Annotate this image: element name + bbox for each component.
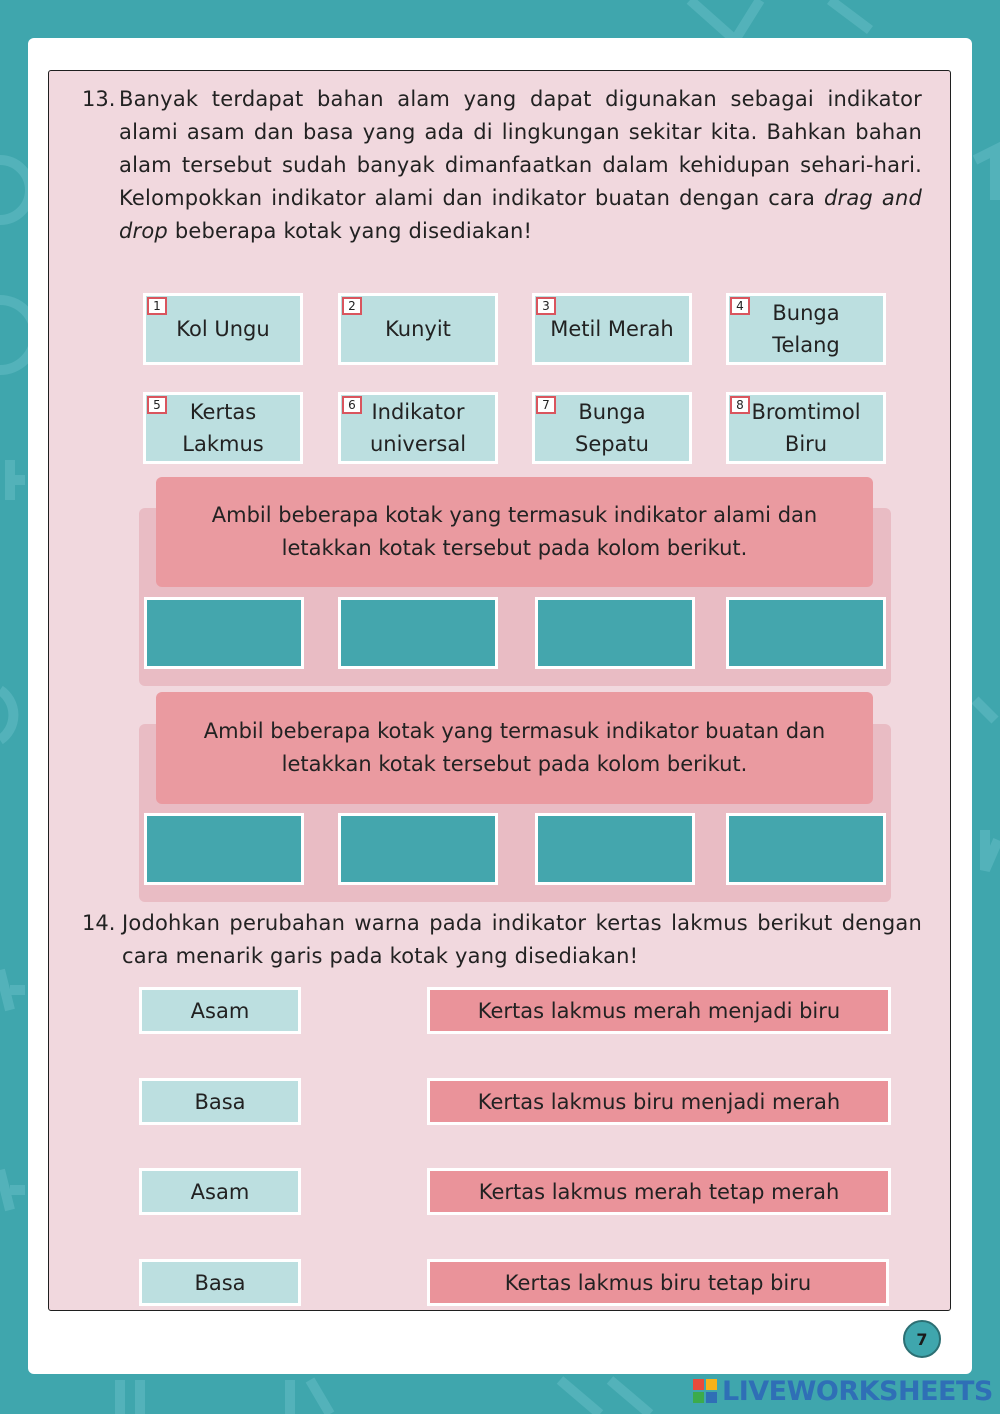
- chip-label: Kertas Lakmus: [182, 400, 264, 456]
- drag-chip-bunga-telang[interactable]: [726, 293, 886, 365]
- drop-slot-alami-3[interactable]: [535, 597, 695, 669]
- chip-label: Bromtimol Biru: [751, 400, 861, 456]
- chip-label: Metil Merah: [550, 317, 674, 341]
- chip-number-badge: 6: [342, 396, 362, 414]
- drop-slot-alami-1[interactable]: [144, 597, 304, 669]
- drop-slot-buatan-1[interactable]: [144, 813, 304, 885]
- drop-slot-buatan-3[interactable]: [535, 813, 695, 885]
- drop-slot-alami-2[interactable]: [338, 597, 498, 669]
- match-right-biru-menjadi-merah[interactable]: Kertas lakmus biru menjadi merah: [427, 1078, 891, 1125]
- drop-slot-alami-4[interactable]: [726, 597, 886, 669]
- page-number-badge: 7: [903, 1320, 941, 1358]
- instruction-alami: Ambil beberapa kotak yang termasuk indikator alami dan letakkan kotak tersebut pada kolom berikut.: [156, 477, 873, 587]
- drag-chip-indikator-universal[interactable]: [338, 392, 498, 464]
- chip-number-badge: 7: [536, 396, 556, 414]
- chip-number-badge: 8: [730, 396, 750, 414]
- drop-slot-buatan-2[interactable]: [338, 813, 498, 885]
- drag-chip-bunga-sepatu[interactable]: [532, 392, 692, 464]
- match-right-merah-tetap-merah[interactable]: Kertas lakmus merah tetap merah: [427, 1168, 891, 1215]
- chip-label: Kol Ungu: [176, 317, 270, 341]
- match-left-asam-2[interactable]: Asam: [139, 1168, 301, 1215]
- question-13-text-italic: drag and drop: [119, 186, 922, 243]
- drag-chip-bromtimol-biru[interactable]: [726, 392, 886, 464]
- question-14-text: Jodohkan perubahan warna pada indikator kertas lakmus berikut dengan cara menarik garis pada kotak yang disediakan!: [122, 911, 922, 968]
- instruction-buatan: Ambil beberapa kotak yang termasuk indikator buatan dan letakkan kotak tersebut pada kolom berikut.: [156, 692, 873, 804]
- chip-number-badge: 3: [536, 297, 556, 315]
- chip-number-badge: 5: [147, 396, 167, 414]
- chip-number-badge: 1: [147, 297, 167, 315]
- question-14-number: 14.: [82, 911, 116, 935]
- chip-number-badge: 4: [730, 297, 750, 315]
- drop-slot-buatan-4[interactable]: [726, 813, 886, 885]
- question-13-text-part1: Banyak terdapat bahan alam yang dapat digunakan sebagai indikator alami asam dan basa yang ada di lingkungan sekitar kita. Bahkan bahan alam tersebut sudah banyak dimanfaatkan dalam kehidupan sehari-hari. Kelompokkan indikator alami dan indikator buatan dengan cara: [119, 87, 922, 210]
- match-left-asam-1[interactable]: Asam: [139, 987, 301, 1034]
- question-13-number: 13.: [82, 87, 116, 111]
- chip-label: Kunyit: [385, 317, 451, 341]
- match-right-biru-tetap-biru[interactable]: Kertas lakmus biru tetap biru: [427, 1259, 889, 1306]
- drag-chip-kunyit[interactable]: [338, 293, 498, 365]
- question-13-text: [119, 83, 922, 248]
- chip-label: Indikator universal: [369, 400, 467, 456]
- match-right-merah-menjadi-biru[interactable]: Kertas lakmus merah menjadi biru: [427, 987, 891, 1034]
- brand-name: LIVEWORKSHEETS: [722, 1375, 993, 1407]
- drag-chip-kertas-lakmus[interactable]: [143, 392, 303, 464]
- liveworksheets-icon: [692, 1378, 718, 1404]
- chip-label: Bunga Telang: [772, 301, 840, 357]
- drag-chip-kol-ungu[interactable]: [143, 293, 303, 365]
- match-left-basa-1[interactable]: Basa: [139, 1078, 301, 1125]
- chip-label: Bunga Sepatu: [575, 400, 649, 456]
- match-left-basa-2[interactable]: Basa: [139, 1259, 301, 1306]
- liveworksheets-logo[interactable]: [692, 1376, 993, 1406]
- drag-chip-metil-merah[interactable]: [532, 293, 692, 365]
- chip-number-badge: 2: [342, 297, 362, 315]
- question-13-text-part2: beberapa kotak yang disediakan!: [167, 219, 533, 243]
